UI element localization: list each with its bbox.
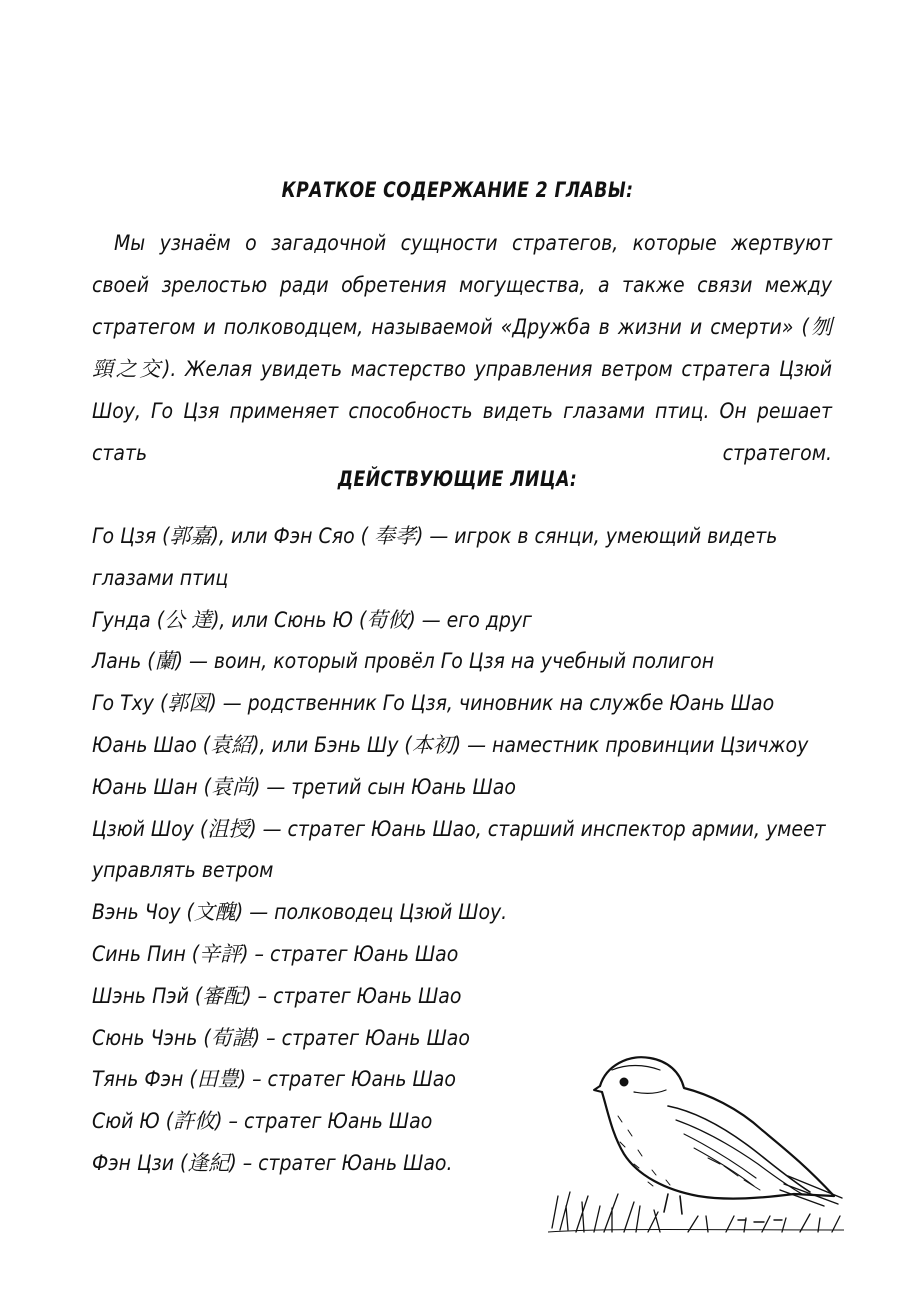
summary-text: Мы узнаём о загадочной сущности стратегов, которые жертвуют своей зрелостью ради обретения могущества, а также связи между стратегом и полководцем, называемой «Дружба в жизни и смерти» (刎頸之交). Желая увидеть мастерство управления ветром стратега Цзюй Шоу, Го Цзя применяет способность видеть глазами птиц. Он решает стать стратегом. xyxy=(92,231,832,465)
cast-item: Го Цзя (郭嘉), или Фэн Сяо ( 奉孝) — игрок в сянци, умеющий видеть глазами птиц xyxy=(92,524,778,590)
cast-item: Юань Шао (袁紹), или Бэнь Шу (本初) — наместник провинции Цзичжоу xyxy=(92,732,809,757)
cast-item: Шэнь Пэй (審配) – стратег Юань Шао xyxy=(92,983,462,1008)
cast-item: Тянь Фэн (田豊) – стратег Юань Шао xyxy=(92,1067,456,1092)
cast-heading: ДЕЙСТВУЮЩИЕ ЛИЦА: xyxy=(337,467,578,491)
cast-item: Лань (蘭) — воин, который провёл Го Цзя на учебный полигон xyxy=(92,649,715,674)
cast-item: Цзюй Шоу (沮授) — стратег Юань Шао, старший инспектор армии, умеет управлять ветром xyxy=(92,816,826,883)
summary-heading: КРАТКОЕ СОДЕРЖАНИЕ 2 ГЛАВЫ: xyxy=(281,178,634,202)
cast-item: Вэнь Чоу (文醜) — полководец Цзюй Шоу. xyxy=(92,900,508,925)
cast-item: Гунда (公 達), или Сюнь Ю (荀攸) — его друг xyxy=(92,607,532,632)
cast-item: Фэн Цзи (逢紀) – стратег Юань Шао. xyxy=(92,1150,453,1175)
cast-item: Юань Шан (袁尚) — третий сын Юань Шао xyxy=(92,774,516,799)
cast-item: Го Тху (郭図) — родственник Го Цзя, чиновник на службе Юань Шао xyxy=(92,691,775,716)
cast-item: Сюнь Чэнь (荀諶) – стратег Юань Шао xyxy=(92,1025,470,1050)
sparrow-illustration xyxy=(548,1046,844,1236)
cast-item: Сюй Ю (許攸) – стратег Юань Шао xyxy=(92,1109,433,1134)
summary-block xyxy=(92,222,832,474)
cast-item: Синь Пин (辛評) – стратег Юань Шао xyxy=(92,941,459,966)
